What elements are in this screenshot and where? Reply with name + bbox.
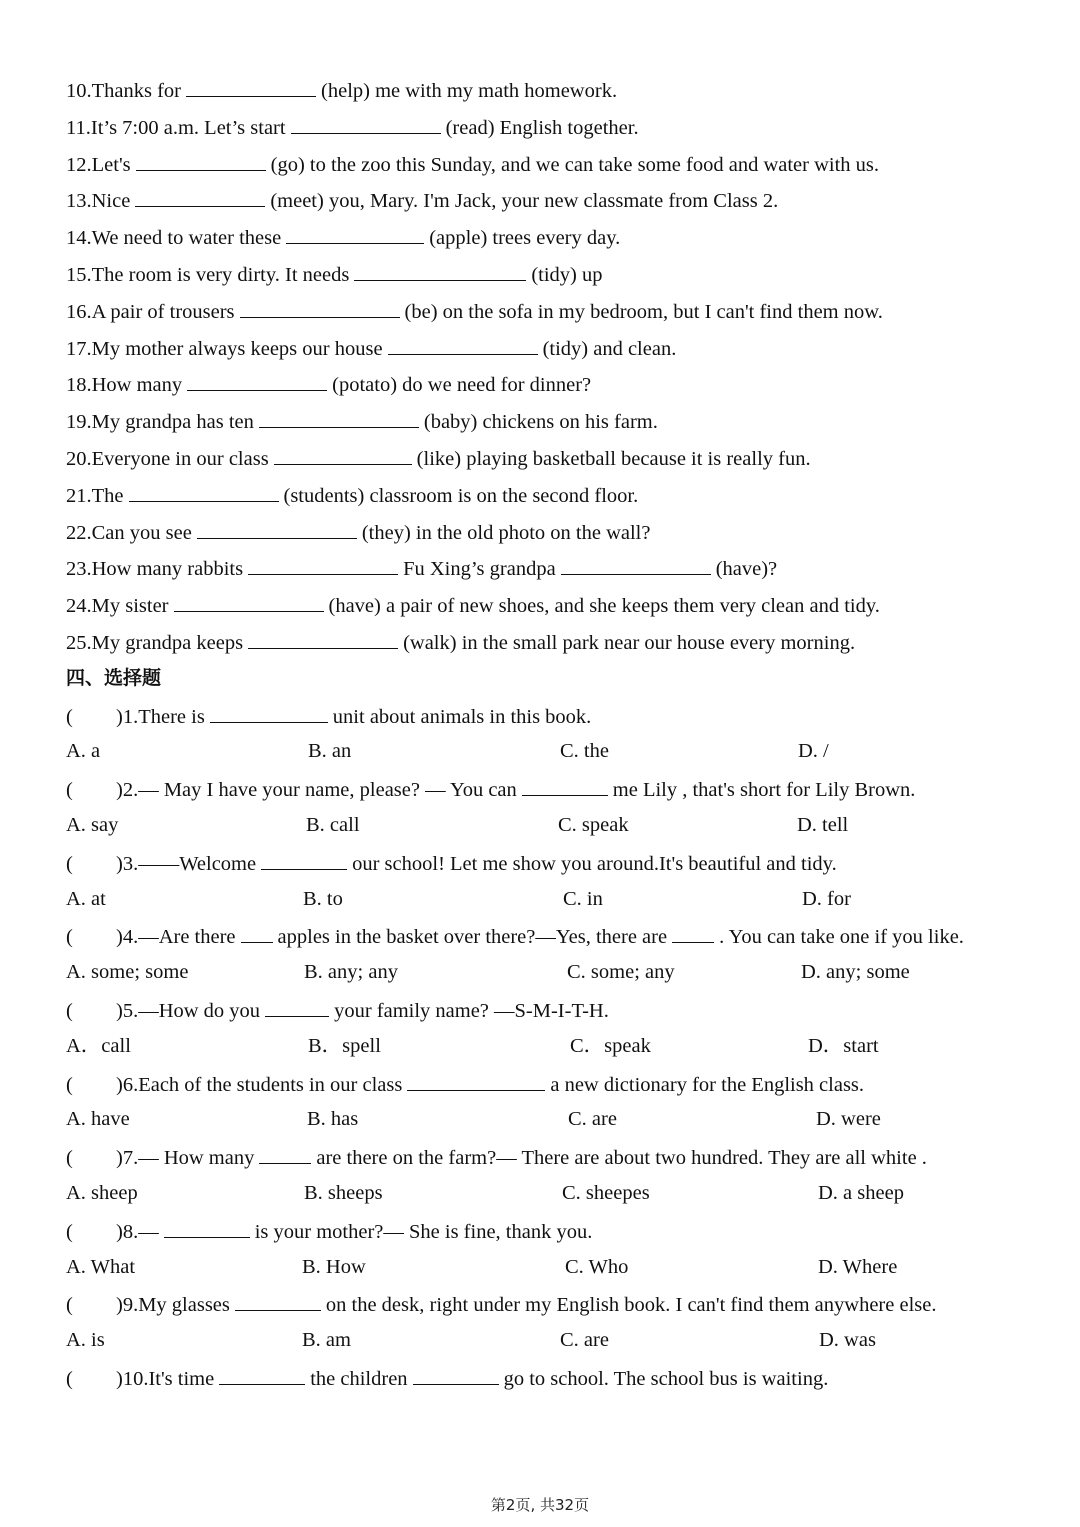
option[interactable]: D. a sheep xyxy=(818,1182,904,1204)
question-text: unit about animals in this book. xyxy=(332,706,592,728)
answer-blank[interactable] xyxy=(291,113,441,134)
option[interactable]: A. a xyxy=(66,740,101,762)
answer-blank[interactable] xyxy=(164,1217,250,1238)
question-text: (walk) in the small park near our house every morning. xyxy=(403,632,856,654)
page-footer: 第2页, 共32页 xyxy=(490,1496,590,1514)
question-text: Fu Xing’s grandpa xyxy=(403,558,556,580)
answer-bracket[interactable]: ( xyxy=(66,853,73,875)
answer-blank[interactable] xyxy=(235,1290,321,1311)
options-row xyxy=(66,1327,1046,1353)
answer-blank[interactable] xyxy=(413,1364,499,1385)
option[interactable]: D. was xyxy=(819,1329,876,1351)
fill-in-question xyxy=(66,591,1046,617)
question-text: (students) classroom is on the second floor. xyxy=(283,485,639,507)
question-text: go to school. The school bus is waiting. xyxy=(503,1368,829,1390)
fill-in-question xyxy=(66,113,1046,139)
question-text: 22.Can you see xyxy=(66,522,192,544)
option[interactable]: B. How xyxy=(302,1256,366,1278)
answer-blank[interactable] xyxy=(286,223,424,244)
answer-blank[interactable] xyxy=(354,260,526,281)
question-text: on the desk, right under my English book. I can't find them anywhere else. xyxy=(325,1294,937,1316)
question-text: (meet) you, Mary. I'm Jack, your new classmate from Class 2. xyxy=(270,190,779,212)
answer-blank[interactable] xyxy=(135,186,265,207)
question-text: (be) on the sofa in my bedroom, but I can't find them now. xyxy=(404,301,883,323)
choice-question xyxy=(66,702,1046,728)
answer-blank[interactable] xyxy=(274,444,412,465)
question-text: . You can take one if you like. xyxy=(719,926,964,948)
fill-in-question xyxy=(66,76,1046,102)
fill-in-question xyxy=(66,407,1046,433)
answer-blank[interactable] xyxy=(248,554,398,575)
question-text: (help) me with my math homework. xyxy=(321,80,618,102)
question-text: apples in the basket over there?—Yes, there are xyxy=(277,926,668,948)
option[interactable]: C. speak xyxy=(558,814,629,836)
question-text: (they) in the old photo on the wall? xyxy=(361,522,651,544)
question-text: )10.It's time xyxy=(116,1368,215,1390)
fill-in-question xyxy=(66,260,1046,286)
question-text: 25.My grandpa keeps xyxy=(66,632,244,654)
answer-bracket[interactable]: ( xyxy=(66,1294,73,1316)
answer-bracket[interactable]: ( xyxy=(66,706,73,728)
answer-blank[interactable] xyxy=(174,591,324,612)
option[interactable]: C. in xyxy=(563,888,603,910)
question-text: )7.— How many xyxy=(116,1147,255,1169)
options-row xyxy=(66,1254,1046,1280)
option[interactable]: A. say xyxy=(66,814,119,836)
option[interactable]: C. sheepes xyxy=(562,1182,650,1204)
option[interactable]: C. some; any xyxy=(567,961,675,983)
question-text: 21.The xyxy=(66,485,124,507)
answer-bracket[interactable]: ( xyxy=(66,1074,73,1096)
option[interactable]: A. What xyxy=(66,1256,136,1278)
question-text: 24.My sister xyxy=(66,595,169,617)
option[interactable]: A. at xyxy=(66,888,106,910)
question-text: are there on the farm?— There are about two hundred. They are all white . xyxy=(316,1147,927,1169)
option[interactable]: C. are xyxy=(568,1108,617,1130)
answer-blank[interactable] xyxy=(241,922,273,943)
answer-bracket[interactable]: ( xyxy=(66,1221,73,1243)
question-text: )2.— May I have your name, please? — You can xyxy=(116,779,517,801)
question-text: your family name? —S-M-I-T-H. xyxy=(334,1000,609,1022)
answer-blank[interactable] xyxy=(197,518,357,539)
question-text: )4.—Are there xyxy=(116,926,236,948)
answer-blank[interactable] xyxy=(265,996,329,1017)
option[interactable]: A．call xyxy=(66,1035,131,1057)
option[interactable]: D．start xyxy=(808,1035,879,1057)
option[interactable]: B. has xyxy=(307,1108,359,1130)
choice-question xyxy=(66,1070,1046,1096)
question-text: )9.My glasses xyxy=(116,1294,230,1316)
question-text: 13.Nice xyxy=(66,190,131,212)
option[interactable]: D. Where xyxy=(818,1256,898,1278)
option[interactable]: C．speak xyxy=(570,1035,651,1057)
question-text: 17.My mother always keeps our house xyxy=(66,338,383,360)
answer-blank[interactable] xyxy=(186,76,316,97)
fill-in-question xyxy=(66,518,1046,544)
question-text: 16.A pair of trousers xyxy=(66,301,235,323)
option[interactable]: B. sheeps xyxy=(304,1182,383,1204)
question-text: (have) a pair of new shoes, and she keeps them very clean and tidy. xyxy=(328,595,880,617)
option[interactable]: A. is xyxy=(66,1329,105,1351)
answer-blank[interactable] xyxy=(388,334,538,355)
answer-bracket[interactable]: ( xyxy=(66,1368,73,1390)
fill-in-question xyxy=(66,370,1046,396)
option[interactable]: A. have xyxy=(66,1108,130,1130)
fill-in-question xyxy=(66,628,1046,654)
question-text: 12.Let's xyxy=(66,154,131,176)
option[interactable]: D. any; some xyxy=(801,961,910,983)
choice-question xyxy=(66,1143,1046,1169)
option[interactable]: D. tell xyxy=(797,814,849,836)
question-text: 14.We need to water these xyxy=(66,227,282,249)
section-heading: 四、选择题 xyxy=(66,667,162,689)
answer-bracket[interactable]: ( xyxy=(66,779,73,801)
options-row xyxy=(66,886,1046,912)
answer-blank[interactable] xyxy=(672,922,714,943)
answer-blank[interactable] xyxy=(522,775,608,796)
options-row xyxy=(66,738,1046,764)
question-text: (like) playing basketball because it is really fun. xyxy=(416,448,811,470)
choice-question xyxy=(66,922,1046,948)
choice-question xyxy=(66,849,1046,875)
answer-blank[interactable] xyxy=(219,1364,305,1385)
fill-in-question xyxy=(66,223,1046,249)
question-text: (go) to the zoo this Sunday, and we can take some food and water with us. xyxy=(270,154,880,176)
question-text: (read) English together. xyxy=(445,117,639,139)
options-row xyxy=(66,812,1046,838)
fill-in-question xyxy=(66,334,1046,360)
question-text: 19.My grandpa has ten xyxy=(66,411,254,433)
choice-question xyxy=(66,1290,1046,1316)
question-text: (tidy) and clean. xyxy=(542,338,677,360)
choice-question xyxy=(66,1364,1046,1390)
answer-blank[interactable] xyxy=(248,628,398,649)
question-text: (have)? xyxy=(715,558,778,580)
option[interactable]: D. for xyxy=(802,888,851,910)
question-text: 11.It’s 7:00 a.m. Let’s start xyxy=(66,117,286,139)
answer-blank[interactable] xyxy=(187,370,327,391)
question-text: the children xyxy=(310,1368,408,1390)
question-text: 23.How many rabbits xyxy=(66,558,244,580)
answer-blank[interactable] xyxy=(210,702,328,723)
options-row xyxy=(66,959,1046,985)
answer-blank[interactable] xyxy=(259,1143,311,1164)
question-text: )8.— xyxy=(116,1221,159,1243)
option[interactable]: B. call xyxy=(306,814,360,836)
option[interactable]: B. am xyxy=(302,1329,351,1351)
option[interactable]: C. are xyxy=(560,1329,609,1351)
question-text: 15.The room is very dirty. It needs xyxy=(66,264,350,286)
option[interactable]: C. the xyxy=(560,740,609,762)
option[interactable]: D. were xyxy=(816,1108,881,1130)
option[interactable]: A. some; some xyxy=(66,961,189,983)
answer-blank[interactable] xyxy=(407,1070,545,1091)
question-text: me Lily , that's short for Lily Brown. xyxy=(612,779,916,801)
answer-bracket[interactable]: ( xyxy=(66,1000,73,1022)
option[interactable]: B．spell xyxy=(308,1035,381,1057)
answer-blank[interactable] xyxy=(136,150,266,171)
choice-question xyxy=(66,1217,1046,1243)
fill-in-question xyxy=(66,481,1046,507)
answer-blank[interactable] xyxy=(561,554,711,575)
fill-in-question xyxy=(66,297,1046,323)
fill-in-question xyxy=(66,186,1046,212)
option[interactable]: A. sheep xyxy=(66,1182,138,1204)
answer-bracket[interactable]: ( xyxy=(66,926,73,948)
options-row xyxy=(66,1106,1046,1132)
question-text: )3.——Welcome xyxy=(116,853,257,875)
options-row xyxy=(66,1180,1046,1206)
question-text: )5.—How do you xyxy=(116,1000,261,1022)
question-text: our school! Let me show you around.It's beautiful and tidy. xyxy=(352,853,837,875)
question-text: (apple) trees every day. xyxy=(429,227,621,249)
answer-bracket[interactable]: ( xyxy=(66,1147,73,1169)
fill-in-question xyxy=(66,150,1046,176)
question-text: 18.How many xyxy=(66,374,183,396)
option[interactable]: B. an xyxy=(308,740,352,762)
question-text: a new dictionary for the English class. xyxy=(550,1074,865,1096)
question-text: is your mother?— She is fine, thank you. xyxy=(254,1221,593,1243)
question-text: 20.Everyone in our class xyxy=(66,448,269,470)
question-text: (tidy) up xyxy=(531,264,603,286)
fill-in-question xyxy=(66,554,1046,580)
answer-blank[interactable] xyxy=(261,849,347,870)
question-text: )1.There is xyxy=(116,706,205,728)
choice-question xyxy=(66,996,1046,1022)
question-text: (baby) chickens on his farm. xyxy=(423,411,658,433)
option[interactable]: D. / xyxy=(798,740,829,762)
question-text: 10.Thanks for xyxy=(66,80,182,102)
option[interactable]: B. any; any xyxy=(304,961,398,983)
fill-in-question xyxy=(66,444,1046,470)
option[interactable]: B. to xyxy=(303,888,343,910)
option[interactable]: C. Who xyxy=(565,1256,629,1278)
question-text: )6.Each of the students in our class xyxy=(116,1074,403,1096)
answer-blank[interactable] xyxy=(240,297,400,318)
question-text: (potato) do we need for dinner? xyxy=(332,374,592,396)
options-row xyxy=(66,1033,1046,1059)
answer-blank[interactable] xyxy=(259,407,419,428)
answer-blank[interactable] xyxy=(129,481,279,502)
choice-question xyxy=(66,775,1046,801)
